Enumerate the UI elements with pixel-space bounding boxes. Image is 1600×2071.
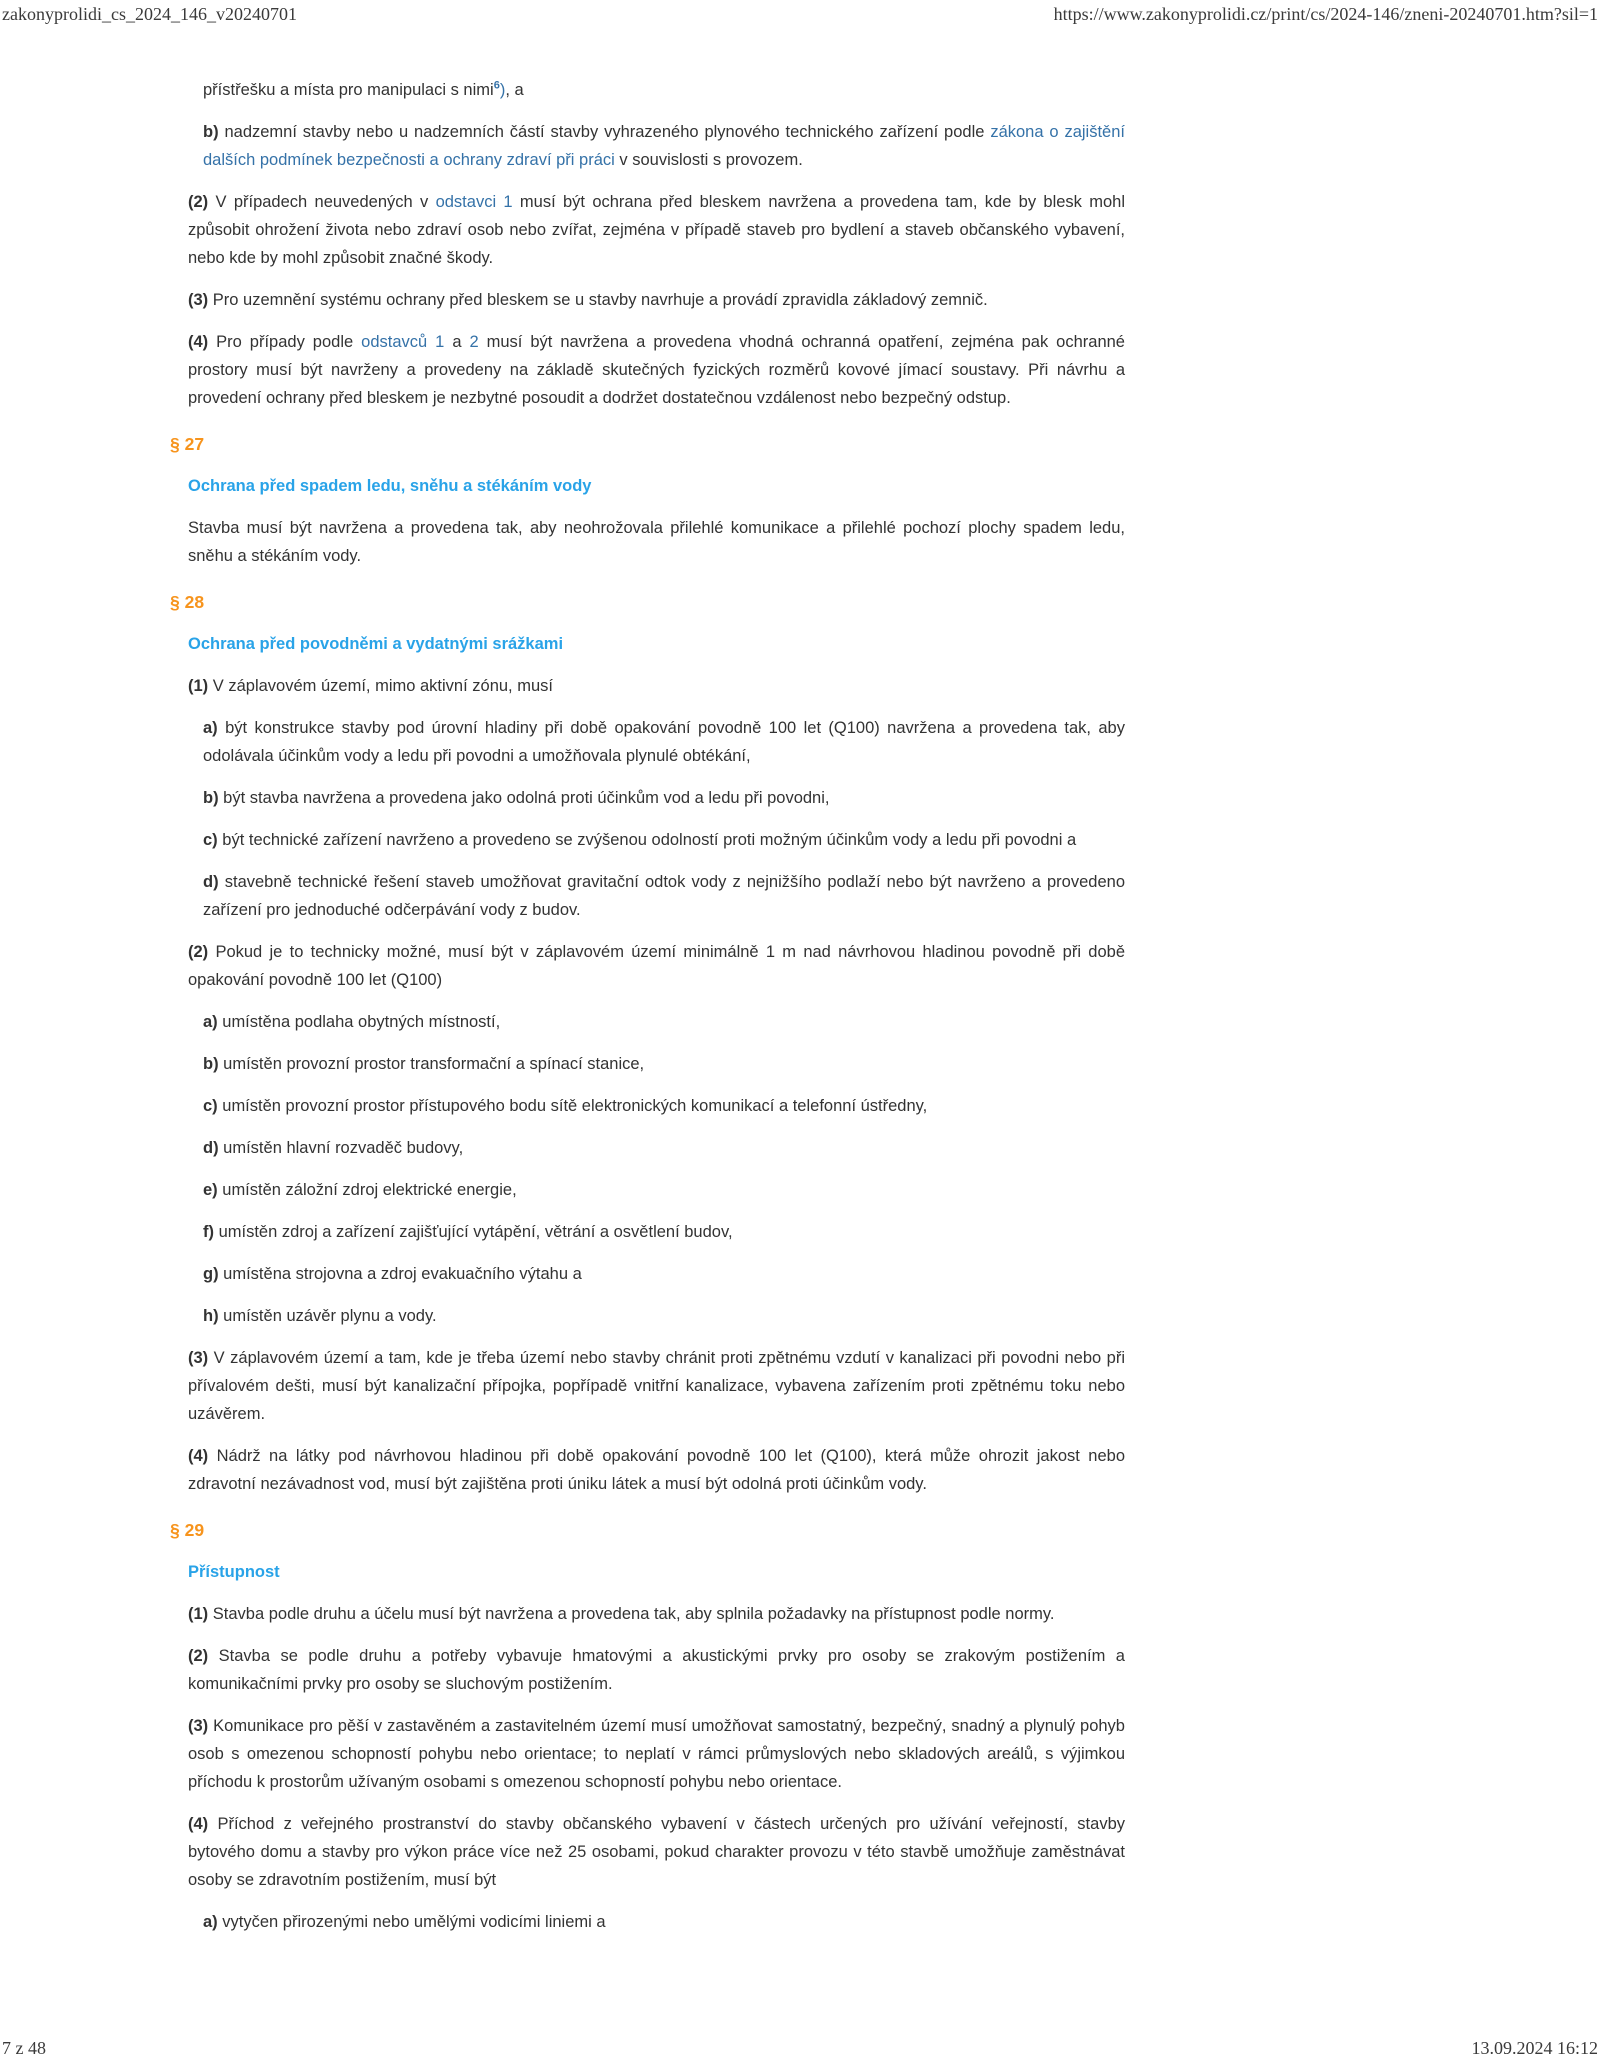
text-run: vytyčen přirozenými nebo umělými vodicími liniemi a <box>222 1913 606 1931</box>
paragraph <box>188 188 1125 272</box>
item-label: b) <box>203 1055 219 1073</box>
text-run: Pokud je to technicky možné, musí být v záplavovém území minimálně 1 m nad návrhovou hladinou povodně při době opakování povodně 100 let (Q100) <box>188 943 1125 989</box>
text-run: umístěn provozní prostor přístupového bodu sítě elektronických komunikací a telefonní ústředny, <box>222 1097 928 1115</box>
item-label: (1) <box>188 677 209 695</box>
item-label: a) <box>203 1913 218 1931</box>
section-mark: § 29 <box>170 1520 205 1540</box>
text-run: Nádrž na látky pod návrhovou hladinou při době opakování povodně 100 let (Q100), která může ohrozit jakost nebo zdravotní nezávadnost vod, musí být zajištěna proti úniku látek a musí být odolná proti účinkům vody. <box>188 1447 1125 1493</box>
text-run: Komunikace pro pěší v zastavěném a zastavitelném území musí umožňovat samostatný, bezpečný, snadný a plynulý pohyb osob s omezenou schopností pohybu nebo orientace; to neplatí v rámci průmyslových nebo skladových areálů, s výjimkou příchodu k prostorům užívaným osobami s omezenou schopností pohybu nebo orientace. <box>188 1717 1125 1791</box>
paragraph <box>188 1810 1125 1894</box>
article-heading: Přístupnost <box>188 1563 280 1581</box>
text-run: přístřešku a místa pro manipulaci s nimi <box>203 81 494 99</box>
list-item <box>203 784 1125 812</box>
text-run: Stavba musí být navržena a provedena tak, aby neohrožovala přilehlé komunikace a přilehlé pochozí plochy spadem ledu, sněhu a stékáním vody. <box>188 519 1125 565</box>
text-run: umístěn hlavní rozvaděč budovy, <box>223 1139 464 1157</box>
item-label: c) <box>203 831 218 849</box>
item-label: f) <box>203 1223 214 1241</box>
paragraph <box>188 1712 1125 1796</box>
text-run: v souvislosti s provozem. <box>614 151 803 169</box>
text-run: nadzemní stavby nebo u nadzemních částí stavby vyhrazeného plynového technického zařízení podle <box>224 123 991 141</box>
legal-reference-link[interactable]: odstavců 1 <box>361 333 445 351</box>
list-item <box>203 868 1125 924</box>
item-label: h) <box>203 1307 219 1325</box>
paragraph <box>188 1344 1125 1428</box>
list-item <box>203 714 1125 770</box>
text-run: musí být ochrana před bleskem navržena a provedena tam, kde by blesk mohl způsobit ohrožení života nebo zdraví osob nebo zvířat, zejména v případě staveb pro bydlení a staveb občanského vybavení, nebo kde by mohl způsobit značné škody. <box>188 193 1126 267</box>
print-header <box>2 4 1598 25</box>
text-run: umístěn zdroj a zařízení zajišťující vytápění, větrání a osvětlení budov, <box>218 1223 733 1241</box>
list-item <box>203 1218 1125 1246</box>
print-footer <box>2 2038 1598 2059</box>
item-label: d) <box>203 873 219 891</box>
item-label: b) <box>203 789 219 807</box>
text-run: stavebně technické řešení staveb umožňovat gravitační odtok vody z nejnižšího podlaží nebo být navrženo a provedeno zařízení pro jednoduché odčerpávání vody z budov. <box>203 873 1125 919</box>
legal-reference-link[interactable]: zákona o zajištění dalších podmínek bezpečnosti a ochrany zdraví při práci <box>203 123 1125 169</box>
list-item <box>203 826 1125 854</box>
text-run: Stavba podle druhu a účelu musí být navržena a provedena tak, aby splnila požadavky na přístupnost podle normy. <box>212 1605 1055 1623</box>
text-run: být stavba navržena a provedena jako odolná proti účinkům vod a ledu při povodni, <box>223 789 830 807</box>
item-label: (3) <box>188 1717 209 1735</box>
text-run: umístěn provozní prostor transformační a spínací stanice, <box>223 1055 645 1073</box>
list-item <box>203 1092 1125 1120</box>
list-item <box>203 1176 1125 1204</box>
text-run: být technické zařízení navrženo a provedeno se zvýšenou odolností proti možným účinkům vody a ledu při povodni a <box>222 831 1077 849</box>
article-heading: Ochrana před povodněmi a vydatnými srážkami <box>188 635 564 653</box>
text-run: být konstrukce stavby pod úrovní hladiny při době opakování povodně 100 let (Q100) navržena a provedena tak, aby odolávala účinkům vody a ledu při povodni a umožňovala plynulé obtékání, <box>203 719 1125 765</box>
text-run: umístěn uzávěr plynu a vody. <box>223 1307 437 1325</box>
list-item <box>203 1134 1125 1162</box>
section-mark: § 27 <box>170 434 205 454</box>
paragraph <box>188 1600 1125 1628</box>
paragraph <box>188 938 1125 994</box>
print-timestamp: 13.09.2024 16:12 <box>1471 2038 1598 2058</box>
list-item <box>203 1050 1125 1078</box>
text-run: Pro uzemnění systému ochrany před bleskem se u stavby navrhuje a provádí zpravidla základový zemnič. <box>212 291 988 309</box>
list-item <box>203 1908 1125 1936</box>
text-run: a <box>444 333 470 351</box>
list-item <box>203 118 1125 174</box>
document-content <box>170 76 1125 1950</box>
list-item <box>203 76 1125 104</box>
article-heading: Ochrana před spadem ledu, sněhu a stékáním vody <box>188 477 592 495</box>
item-label: (4) <box>188 1447 209 1465</box>
legal-reference-link[interactable]: odstavci 1 <box>435 193 513 211</box>
paragraph <box>188 672 1125 700</box>
page-number: 7 z 48 <box>2 2038 46 2058</box>
item-label: (1) <box>188 1605 209 1623</box>
paragraph <box>188 286 1125 314</box>
document-filename: zakonyprolidi_cs_2024_146_v20240701 <box>2 4 297 24</box>
paragraph <box>188 514 1125 570</box>
list-item <box>203 1008 1125 1036</box>
text-run: umístěna strojovna a zdroj evakuačního výtahu a <box>223 1265 582 1283</box>
text-run: Příchod z veřejného prostranství do stavby občanského vybavení v částech určených pro užívání veřejností, stavby bytového domu a stavby pro výkon práce více než 25 osobami, pokud charakter provozu v této stavbě umožňuje zaměstnávat osoby se zdravotním postižením, musí být <box>188 1815 1125 1889</box>
item-label: (4) <box>188 333 209 351</box>
item-label: (2) <box>188 1647 209 1665</box>
legal-reference-link[interactable]: ) <box>499 81 506 99</box>
item-label: a) <box>203 719 218 737</box>
list-item <box>203 1302 1125 1330</box>
text-run: umístěna podlaha obytných místností, <box>222 1013 501 1031</box>
text-run: V záplavovém území a tam, kde je třeba území nebo stavby chránit proti zpětnému vzdutí v kanalizaci při povodni nebo při přívalovém dešti, musí být kanalizační přípojka, popřípadě vnitřní kanalizace, vybavena zařízením proti zpětnému toku nebo uzávěrem. <box>188 1349 1126 1423</box>
item-label: (2) <box>188 193 209 211</box>
item-label: (3) <box>188 1349 209 1367</box>
item-label: (4) <box>188 1815 209 1833</box>
text-run: musí být navržena a provedena vhodná ochranná opatření, zejména pak ochranné prostory musí být navrženy a provedeny na základě skutečných fyzických rozměrů kovové jímací soustavy. Při návrhu a provedení ochrany před bleskem je nezbytné posoudit a dodržet dostatečnou vzdálenost nebo bezpečný odstup. <box>188 333 1125 407</box>
item-label: (3) <box>188 291 209 309</box>
text-run: Pro případy podle <box>216 333 362 351</box>
item-label: c) <box>203 1097 218 1115</box>
item-label: g) <box>203 1265 219 1283</box>
text-run: V záplavovém území, mimo aktivní zónu, musí <box>212 677 553 695</box>
text-run: umístěn záložní zdroj elektrické energie, <box>222 1181 517 1199</box>
print-url: https://www.zakonyprolidi.cz/print/cs/2024-146/zneni-20240701.htm?sil=1 <box>1053 4 1598 24</box>
item-label: a) <box>203 1013 218 1031</box>
item-label: d) <box>203 1139 219 1157</box>
section-mark: § 28 <box>170 592 205 612</box>
item-label: (2) <box>188 943 209 961</box>
list-item <box>203 1260 1125 1288</box>
item-label: e) <box>203 1181 218 1199</box>
paragraph <box>188 1642 1125 1698</box>
paragraph <box>188 1442 1125 1498</box>
text-run: V případech neuvedených v <box>215 193 436 211</box>
footnote-link[interactable]: 6 <box>493 79 500 92</box>
item-label: b) <box>203 123 219 141</box>
legal-reference-link[interactable]: 2 <box>469 333 479 351</box>
paragraph <box>188 328 1125 412</box>
text-run: , a <box>505 81 524 99</box>
text-run: Stavba se podle druhu a potřeby vybavuje hmatovými a akustickými prvky pro osoby se zrakovým postižením a komunikačními prvky pro osoby se sluchovým postižením. <box>188 1647 1125 1693</box>
